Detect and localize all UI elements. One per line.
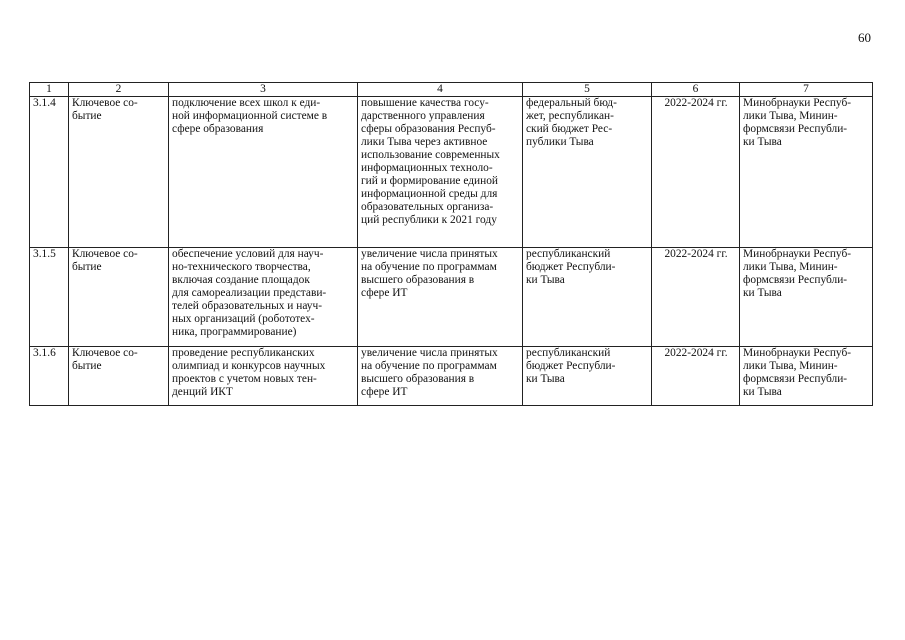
item-period: 2022-2024 гг.: [652, 248, 740, 347]
item-responsible: Минобрнауки Респуб- лики Тыва, Минин- формсвязи Республи- ки Тыва: [740, 97, 873, 248]
item-period: 2022-2024 гг.: [652, 347, 740, 406]
table-row: [30, 347, 873, 406]
header-cell-4: 4: [358, 83, 523, 97]
item-funding: республиканский бюджет Республи- ки Тыва: [523, 347, 652, 406]
item-result: увеличение числа принятых на обучение по программам высшего образования в сфере ИТ: [358, 347, 523, 406]
item-description: подключение всех школ к еди- ной информационной системе в сфере образования: [169, 97, 358, 248]
table-row: [30, 248, 873, 347]
header-row: [30, 83, 873, 97]
item-type: Ключевое со- бытие: [69, 248, 169, 347]
item-responsible: Минобрнауки Респуб- лики Тыва, Минин- формсвязи Республи- ки Тыва: [740, 248, 873, 347]
item-number: 3.1.6: [30, 347, 69, 406]
header-cell-3: 3: [169, 83, 358, 97]
measures-table: [29, 82, 873, 406]
item-number: 3.1.4: [30, 97, 69, 248]
item-description: проведение республиканских олимпиад и конкурсов научных проектов с учетом новых тен- денций ИКТ: [169, 347, 358, 406]
item-description: обеспечение условий для науч- но-технического творчества, включая создание площадок для самореализации представи- телей образовательных и науч- ных организаций (робототех- ника, программирование): [169, 248, 358, 347]
item-type: Ключевое со- бытие: [69, 347, 169, 406]
header-cell-7: 7: [740, 83, 873, 97]
table-row: [30, 97, 873, 248]
item-funding: федеральный бюд- жет, республикан- ский бюджет Рес- публики Тыва: [523, 97, 652, 248]
item-result: увеличение числа принятых на обучение по программам высшего образования в сфере ИТ: [358, 248, 523, 347]
header-cell-2: 2: [69, 83, 169, 97]
item-type: Ключевое со- бытие: [69, 97, 169, 248]
header-cell-5: 5: [523, 83, 652, 97]
item-responsible: Минобрнауки Респуб- лики Тыва, Минин- формсвязи Республи- ки Тыва: [740, 347, 873, 406]
header-cell-1: 1: [30, 83, 69, 97]
item-period: 2022-2024 гг.: [652, 97, 740, 248]
item-result: повышение качества госу- дарственного управления сферы образования Респуб- лики Тыва через активное использование современных информационных техноло- гий и формирование единой информационной среды для образовательных организа- ций республики к 2021 году: [358, 97, 523, 248]
page-number: 60: [858, 30, 871, 45]
item-funding: республиканский бюджет Республи- ки Тыва: [523, 248, 652, 347]
header-cell-6: 6: [652, 83, 740, 97]
item-number: 3.1.5: [30, 248, 69, 347]
